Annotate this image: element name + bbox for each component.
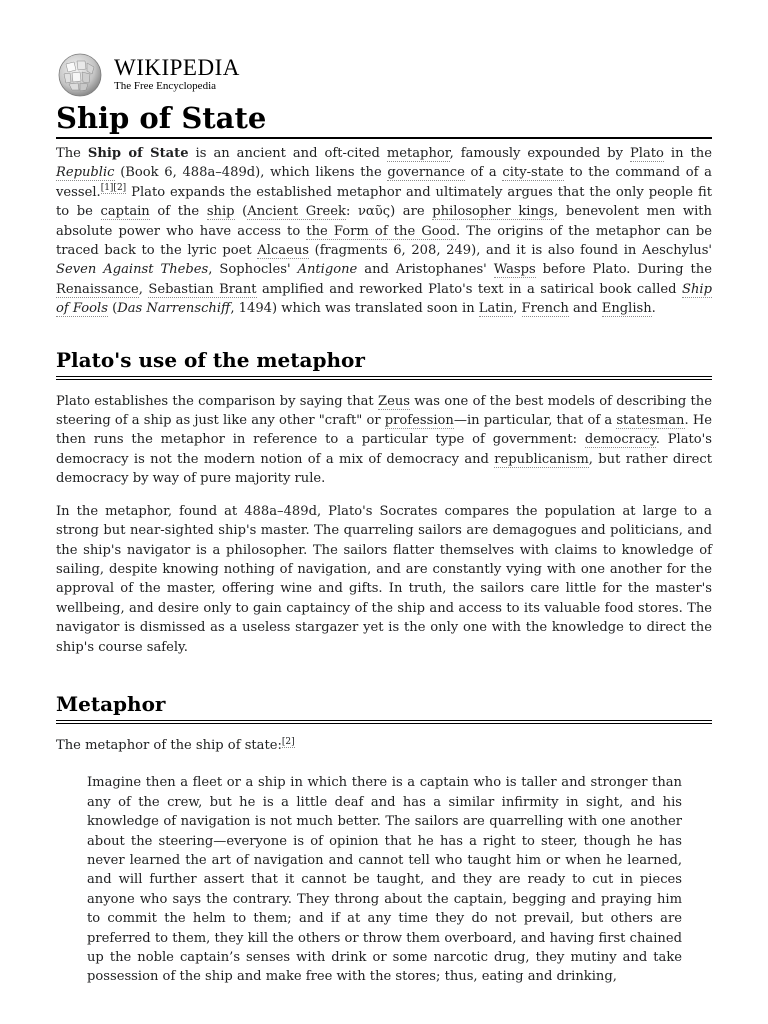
wordmark-tagline: The Free Encyclopedia bbox=[114, 80, 217, 92]
inline-link[interactable]: Renaissance bbox=[56, 281, 139, 297]
text-run: and Aristophanes' bbox=[357, 262, 494, 278]
inline-link[interactable]: Zeus bbox=[377, 393, 410, 409]
section-heading-metaphor: Metaphor bbox=[56, 691, 712, 724]
wordmark bbox=[114, 57, 240, 93]
wikipedia-masthead[interactable] bbox=[56, 52, 712, 98]
text-run: Das Narrenschiff bbox=[117, 301, 231, 317]
text-run: In the metaphor, found at 488a–489d, Plato's Socrates compares the population at large to a strong but near-sighted ship's master. The quarreling sailors are demagogues and politicians, and the ship's navigator is a philosopher. The sailors flatter themselves with claims to knowledge of sailing, despite knowing nothing of navigation, and are constantly vying with one another for the approval of the master, offering wine and gifts. In truth, the sailors care little for the master's wellbeing, and desire only to gain captaincy of the ship and access to its valuable food stores. The navigator is dismissed as a useless stargazer yet is the only one with the knowledge to direct the ship's course safely. bbox=[56, 503, 712, 655]
inline-link[interactable]: metaphor bbox=[386, 146, 450, 161]
text-run: in the bbox=[663, 146, 712, 161]
inline-link[interactable]: democracy bbox=[584, 432, 656, 448]
text-run: , Sophocles' bbox=[208, 262, 298, 278]
page-title: Ship of State bbox=[56, 100, 712, 139]
text-run: to the command of a vessel. bbox=[56, 165, 712, 200]
text-run: The bbox=[56, 146, 88, 161]
text-run: . He then runs the metaphor in reference to a particular type of government: bbox=[56, 413, 712, 448]
inline-link[interactable]: French bbox=[521, 301, 569, 317]
text-run: . bbox=[651, 301, 656, 317]
text-run: , famously expounded by bbox=[449, 146, 630, 161]
inline-link[interactable]: captain bbox=[100, 204, 150, 220]
text-run: (Book 6, 488a–489d), which likens the bbox=[114, 165, 388, 181]
text-run: was one of the best models of describing the steering of a ship as just like any other "craft" or bbox=[56, 393, 712, 429]
text-run: , 1494) which was translated soon in bbox=[230, 301, 479, 317]
inline-link[interactable]: city-state bbox=[502, 165, 564, 181]
text-run: , but rather direct democracy by way of pure majority rule. bbox=[56, 451, 713, 487]
text-run: amplified and reworked Plato's text in a satirical book called bbox=[256, 281, 682, 297]
inline-link[interactable]: governance bbox=[387, 165, 465, 181]
metaphor-blockquote bbox=[87, 773, 682, 986]
inline-link[interactable]: statesman bbox=[616, 413, 685, 429]
inline-link[interactable]: ship bbox=[206, 204, 235, 220]
inline-link[interactable]: the Form of the Good bbox=[306, 223, 456, 239]
inline-link[interactable]: Alcaeus bbox=[257, 243, 309, 259]
inline-link[interactable]: republicanism bbox=[494, 451, 589, 467]
platos-use-paragraph-2 bbox=[56, 502, 712, 657]
text-run: The metaphor of the ship of state: bbox=[56, 737, 282, 753]
inline-link[interactable]: Latin bbox=[478, 301, 514, 317]
text-run: . The origins of the metaphor can be traced back to the lyric poet bbox=[56, 223, 712, 259]
citation-superscript bbox=[101, 183, 127, 194]
text-run: —in particular, that of a bbox=[453, 413, 617, 429]
inline-link[interactable]: Republic bbox=[56, 165, 115, 181]
text-run: : ναῦς) are bbox=[345, 204, 433, 220]
metaphor-intro bbox=[56, 736, 712, 755]
platos-use-paragraph-1 bbox=[56, 392, 712, 489]
text-run: , bbox=[513, 301, 522, 317]
text-run: Plato expands the established metaphor and ultimately argues that the only people fit to be bbox=[56, 184, 712, 220]
text-run: of a bbox=[464, 165, 503, 181]
inline-link[interactable]: philosopher kings bbox=[432, 204, 555, 220]
citation-link[interactable]: [1][2] bbox=[100, 183, 127, 194]
text-run: (fragments 6, 208, 249), and it is also found in Aeschylus' bbox=[308, 243, 713, 259]
text-run: ( bbox=[107, 301, 118, 317]
citation-link[interactable]: [2] bbox=[281, 736, 295, 747]
text-run: before Plato. During the bbox=[535, 262, 712, 278]
inline-link[interactable]: Plato bbox=[629, 146, 664, 161]
citation-superscript bbox=[282, 737, 295, 748]
inline-link[interactable]: Ship of Fools bbox=[56, 281, 712, 317]
article-page bbox=[56, 52, 712, 987]
section-heading-platos-use: Plato's use of the metaphor bbox=[56, 347, 712, 380]
inline-link[interactable]: profession bbox=[384, 413, 454, 429]
intro-paragraph bbox=[56, 144, 712, 319]
text-run: , bbox=[138, 281, 149, 297]
text-run: Ship of State bbox=[87, 146, 189, 161]
text-run: Antigone bbox=[297, 262, 358, 278]
text-run: ( bbox=[234, 204, 248, 220]
text-run: Plato establishes the comparison by saying that bbox=[56, 393, 378, 409]
text-run: of the bbox=[149, 204, 207, 220]
text-run: and bbox=[568, 301, 602, 317]
inline-link[interactable]: Ancient Greek bbox=[247, 204, 346, 220]
wikipedia-globe-icon bbox=[56, 52, 104, 98]
inline-link[interactable]: Sebastian Brant bbox=[148, 281, 257, 297]
text-run: is an ancient and oft-cited bbox=[188, 146, 387, 161]
inline-link[interactable]: English bbox=[601, 301, 652, 317]
inline-link[interactable]: Wasps bbox=[493, 262, 536, 278]
text-run: . Plato's democracy is not the modern notion of a mix of democracy and bbox=[56, 432, 713, 467]
text-run: , benevolent men with absolute power who have access to bbox=[56, 204, 712, 239]
wordmark-title: WIKIPEDIA bbox=[114, 55, 240, 80]
text-run: Imagine then a fleet or a ship in which there is a captain who is taller and stronger than any of the crew, but he is a little deaf and has a similar infirmity in sight, and his knowledge of navigation is not much better. The sailors are quarrelling with one another about the steering—everyone is of opinion that he has a right to steer, though he has never learned the art of navigation and cannot tell who taught him or when he learned, and will further assert that it cannot be taught, and they are ready to cut in pieces anyone who says the contrary. They throng about the captain, begging and praying him to commit the helm to them; and if at any time they do not prevail, but others are preferred to them, they kill the others or throw them overboard, and having first chained up the noble captain’s senses with drink or some narcotic drug, they mutiny and take possession of the ship and make free with the stores; thus, eating and drinking, bbox=[87, 775, 682, 985]
text-run: Seven Against Thebes bbox=[56, 262, 209, 278]
